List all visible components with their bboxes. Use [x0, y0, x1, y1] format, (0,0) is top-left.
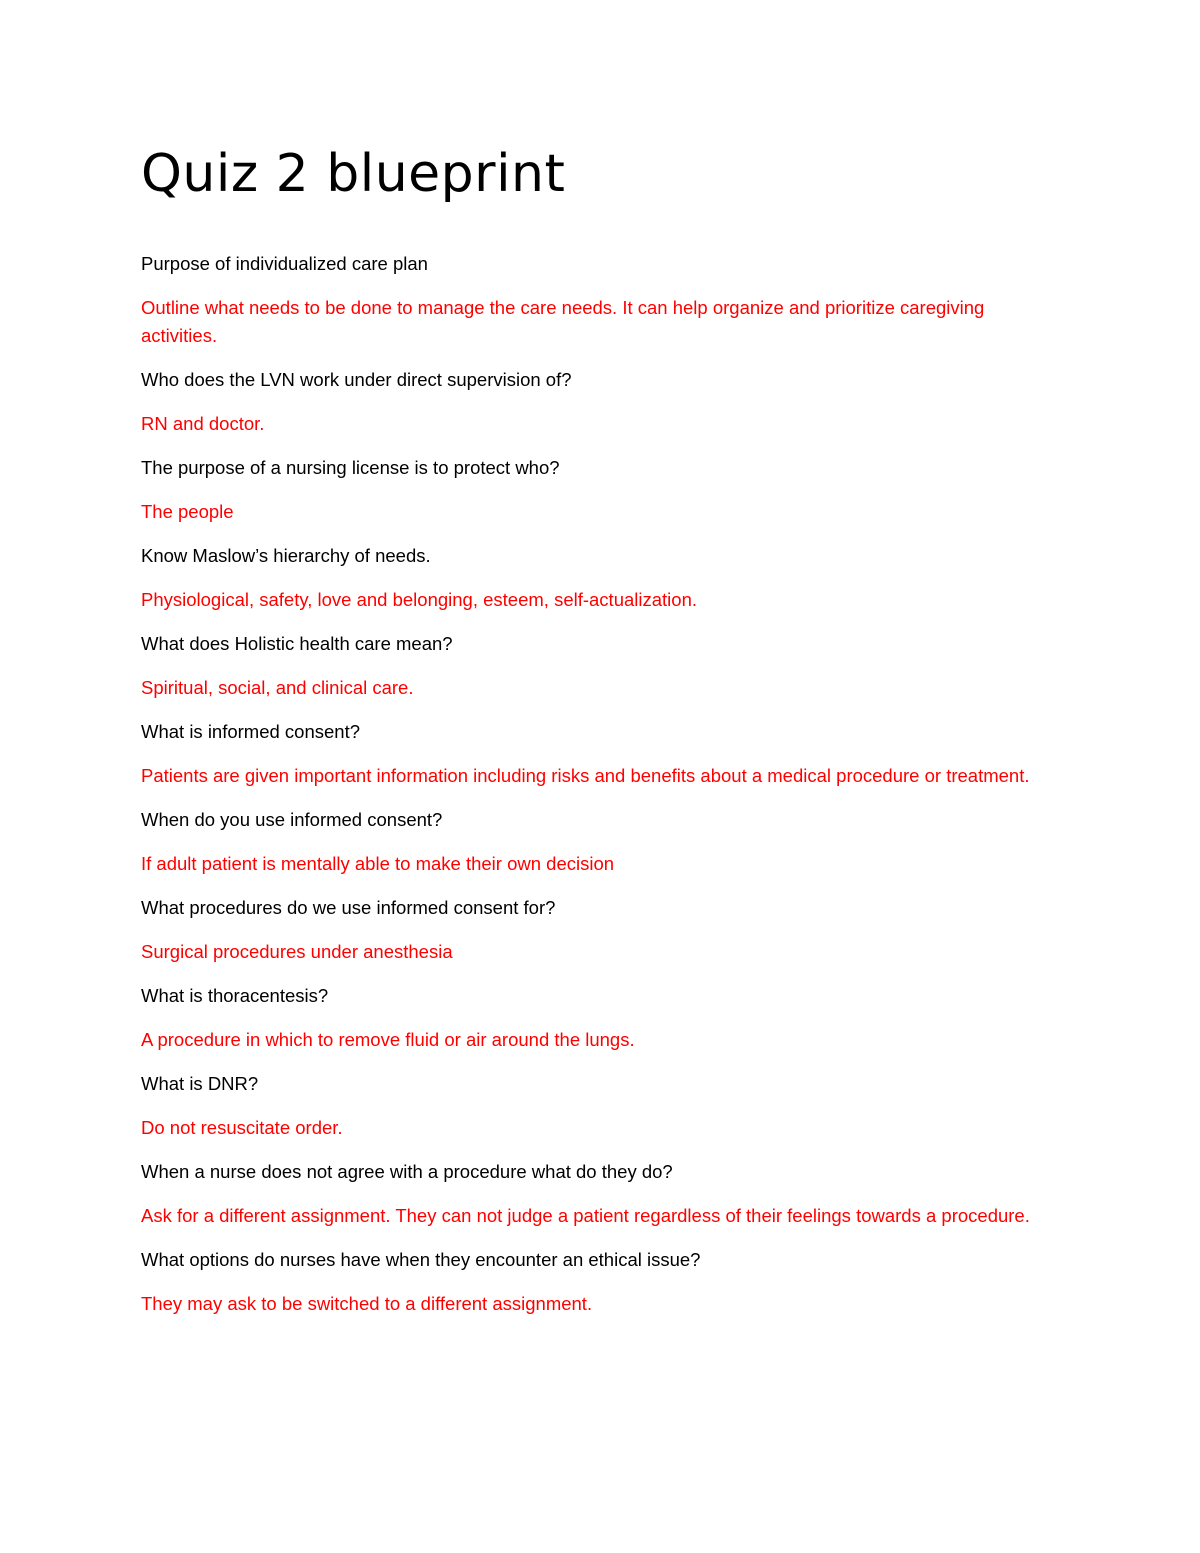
- question-text: What options do nurses have when they encounter an ethical issue?: [141, 1249, 701, 1270]
- answer-text: The people: [141, 501, 234, 522]
- question-text: The purpose of a nursing license is to protect who?: [141, 457, 560, 478]
- answer-text: They may ask to be switched to a different assignment.: [141, 1293, 593, 1314]
- question-text: What does Holistic health care mean?: [141, 633, 453, 654]
- qa-item-7: [141, 806, 1061, 878]
- document-body: [141, 138, 1061, 1334]
- qa-item-12: [141, 1246, 1061, 1318]
- answer-text: Physiological, safety, love and belonging, esteem, self-actualization.: [141, 589, 698, 610]
- question-text: What procedures do we use informed consent for?: [141, 897, 556, 918]
- question-text: What is informed consent?: [141, 721, 361, 742]
- answer-text: If adult patient is mentally able to make their own decision: [141, 853, 615, 874]
- qa-item-4: [141, 542, 1061, 614]
- answer-text: Patients are given important information including risks and benefits about a medical procedure or treatment.: [141, 765, 1030, 786]
- qa-item-9: [141, 982, 1061, 1054]
- question-text: When a nurse does not agree with a procedure what do they do?: [141, 1161, 673, 1182]
- qa-item-5: [141, 630, 1061, 702]
- qa-item-11: [141, 1158, 1061, 1230]
- answer-text: A procedure in which to remove fluid or air around the lungs.: [141, 1029, 635, 1050]
- document-title: Quiz 2 blueprint: [141, 144, 566, 204]
- answer-text: Spiritual, social, and clinical care.: [141, 677, 414, 698]
- answer-text: Surgical procedures under anesthesia: [141, 941, 453, 962]
- question-text: What is DNR?: [141, 1073, 259, 1094]
- question-text: What is thoracentesis?: [141, 985, 329, 1006]
- answer-text: Outline what needs to be done to manage the care needs. It can help organize and prioritize caregiving activities.: [141, 297, 985, 346]
- question-text: Who does the LVN work under direct supervision of?: [141, 369, 572, 390]
- qa-item-10: [141, 1070, 1061, 1142]
- question-text: When do you use informed consent?: [141, 809, 443, 830]
- qa-item-6: [141, 718, 1061, 790]
- qa-item-3: [141, 454, 1061, 526]
- answer-text: Do not resuscitate order.: [141, 1117, 343, 1138]
- qa-item-2: [141, 366, 1061, 438]
- qa-item-8: [141, 894, 1061, 966]
- question-text: Purpose of individualized care plan: [141, 253, 428, 274]
- question-text: Know Maslow’s hierarchy of needs.: [141, 545, 431, 566]
- answer-text: RN and doctor.: [141, 413, 265, 434]
- qa-item-1: [141, 250, 1061, 350]
- answer-text: Ask for a different assignment. They can not judge a patient regardless of their feelings towards a procedure.: [141, 1205, 1030, 1226]
